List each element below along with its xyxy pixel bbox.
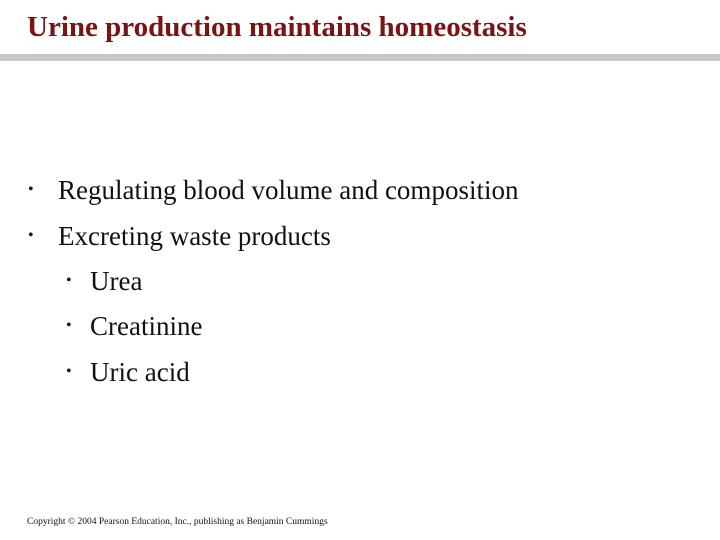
- copyright-notice: Copyright © 2004 Pearson Education, Inc., publishing as Benjamin Cummings: [27, 517, 328, 527]
- sub-bullet-item: [66, 350, 190, 397]
- bullet-item: [28, 168, 518, 215]
- sub-bullet-item: [66, 304, 202, 351]
- bullet-icon: •: [28, 226, 34, 244]
- bullet-icon: •: [66, 316, 72, 334]
- sub-bullet-text: Creatinine: [90, 311, 203, 341]
- sub-bullet-text: Urea: [90, 266, 143, 296]
- slide-title: Urine production maintains homeostasis: [27, 11, 527, 43]
- sub-bullet-item: [66, 259, 142, 306]
- bullet-text: Excreting waste products: [58, 221, 331, 251]
- title-divider: [0, 54, 720, 61]
- bullet-icon: •: [66, 362, 72, 380]
- bullet-item: [28, 214, 331, 261]
- bullet-icon: •: [28, 180, 34, 198]
- sub-bullet-text: Uric acid: [90, 357, 190, 387]
- bullet-icon: •: [66, 271, 72, 289]
- bullet-text: Regulating blood volume and composition: [58, 175, 519, 205]
